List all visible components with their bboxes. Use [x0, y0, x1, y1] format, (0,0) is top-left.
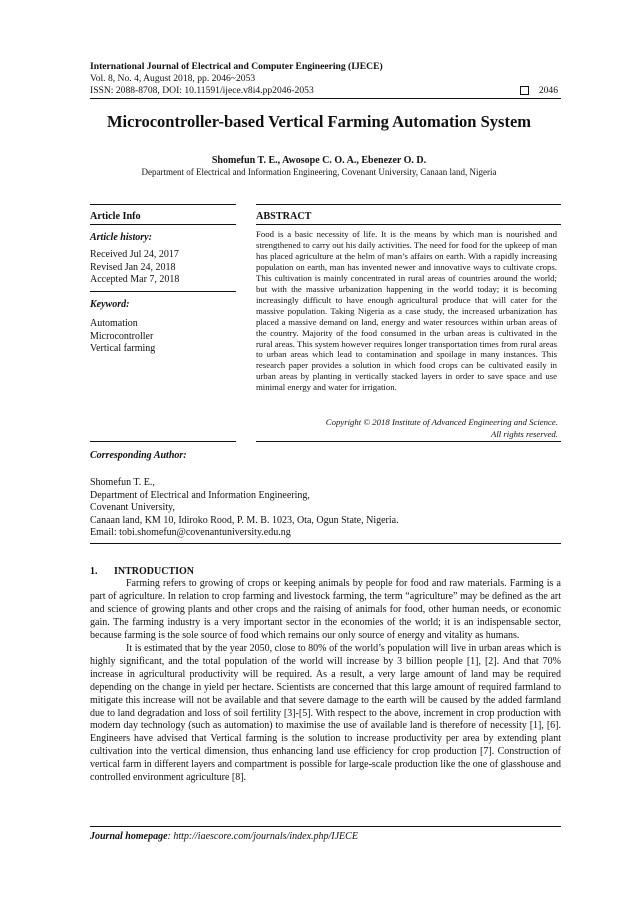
rights-line: All rights reserved. — [491, 428, 558, 439]
paper-affiliation: Department of Electrical and Information Engineering, Covenant University, Canaan land, Nigeria — [141, 167, 497, 177]
paper-title: Microcontroller-based Vertical Farming Automation System — [106, 112, 532, 131]
article-info-heading: Article Info — [90, 211, 141, 222]
keyword-item: Vertical farming — [90, 343, 156, 354]
intro-heading — [90, 566, 194, 577]
keyword-heading: Keyword: — [90, 299, 130, 310]
abstract-text: Food is a basic necessity of life. It is the means by which man is nourished and strengthened to carry out his daily activities. The need for food for the upkeep of man has placed agriculture at the helm of man’s affairs on earth. With a rapidly increasing population on earth, man has invented newer and innovative ways to cultivate crops. This cultivation is mainly concentrated in rural areas of countries around the world; but with the massive urbanization happening in the world today; it is becoming increasingly difficult to have enough agricultural produce that will cater for the massive population. Taking Nigeria as a case study, the increased urbanization has placed a massive demand on land, energy and water resources within urban areas of the country. Majority of the food consumed in the urban areas is cultivated in the rural areas. This system however requires longer transportation times from rural areas to urban areas which lead to contamination and spoilage in many instances. This research paper provides a solution in which food crops can be cultivated easily in urban areas by planting in vertically stacked layers in order to save space and use minimal energy and water for irrigation. — [256, 229, 557, 393]
corresponding-rule — [90, 543, 561, 544]
intro-paragraph: Farming refers to growing of crops or keeping animals by people for food and raw materials. Farming is a part of agriculture. In relation to crop farming and livestock farming, the term “agriculture” may be defined as the art and science of growing plants and other crops and the raising of animals for food, other human needs, or economic gain. The farming industry is a very important sector in the economies of the world; it is an indispensable sector, because farming is the sole source of food which remains our only source of energy and vitality as humans. — [90, 578, 561, 641]
history-list — [90, 249, 179, 287]
info-heading-rule — [90, 224, 236, 225]
intro-paragraph: It is estimated that by the year 2050, close to 80% of the world’s population will live in urban areas which is highly significant, and the total population of the world will increase by 3 billion people [1], [2]. And that 70% increase in agricultural productivity will be required. As a result, a very large amount of land may be required depending on the change in yield per hectare. Scientists are concerned that this large amount of required farmland to mitigate this increase will not be available and that severe damage to the earth will be caused by the added farmland due to land degradation and loss of soil fertility [3]-[5]. With respect to the above, increment in crop production with modern day technology (such as automation) to maximise the use of available land is therefore of necessity [1], [6]. Engineers have advised that Vertical farming is the solution to increase productivity per area by extending plant cultivation into the vertical dimension, thus enhancing land use efficiency for crop production [7]. Construction of vertical farm in different layers and compartment is possible for large-scale production like the one of glasshouse and controlled environment agriculture [8]. — [90, 642, 561, 784]
intro-body — [90, 578, 561, 785]
abstract-heading: ABSTRACT — [256, 211, 312, 222]
journal-name: International Journal of Electrical and Computer Engineering (IJECE) — [90, 61, 383, 72]
corresponding-university: Covenant University, — [90, 502, 175, 513]
page-number-block — [520, 85, 558, 96]
journal-homepage — [90, 831, 358, 842]
keyword-list — [90, 318, 155, 356]
journal-volume: Vol. 8, No. 4, August 2018, pp. 2046~2053 — [90, 73, 256, 84]
corresponding-department: Department of Electrical and Information Engineering, — [90, 489, 310, 501]
corresponding-heading: Corresponding Author: — [90, 450, 187, 461]
history-received: Received Jul 24, 2017 — [90, 249, 179, 260]
info-bottom-rule — [90, 441, 236, 442]
footer-rule — [90, 826, 561, 827]
abstract-heading-rule — [256, 224, 561, 225]
paper-authors: Shomefun T. E., Awosope C. O. A., Ebenezer O. D. — [211, 155, 427, 166]
keyword-item: Automation — [90, 318, 138, 329]
history-accepted: Accepted Mar 7, 2018 — [90, 274, 180, 285]
abstract-bottom-rule — [256, 441, 561, 442]
header-rule — [90, 98, 561, 99]
copyright-line: Copyright © 2018 Institute of Advanced Engineering and Science. — [325, 417, 558, 427]
page-number: 2046 — [538, 85, 558, 96]
corresponding-name: Shomefun T. E., — [90, 477, 155, 488]
homepage-label: Journal homepage — [90, 831, 168, 842]
keyword-item: Microcontroller — [90, 330, 154, 342]
section-title: INTRODUCTION — [114, 566, 195, 577]
journal-issn: ISSN: 2088-8708, DOI: 10.11591/ijece.v8i4.pp2046-2053 — [90, 85, 314, 96]
corresponding-address: Canaan land, KM 10, Idiroko Rood, P. M. B. 1023, Ota, Ogun State, Nigeria. — [90, 514, 399, 526]
copyright-notice — [258, 417, 558, 440]
homepage-url: : http://iaescore.com/journals/index.php/IJECE — [167, 831, 358, 842]
keyword-rule — [90, 291, 236, 292]
info-top-rule — [90, 204, 236, 205]
square-icon — [520, 86, 529, 95]
history-revised: Revised Jan 24, 2018 — [90, 261, 176, 273]
corresponding-details — [90, 477, 399, 540]
history-heading: Article history: — [90, 232, 152, 243]
section-number: 1. — [90, 566, 98, 577]
corresponding-email: Email: tobi.shomefun@covenantuniversity.edu.ng — [90, 527, 291, 538]
abstract-top-rule — [256, 204, 561, 205]
